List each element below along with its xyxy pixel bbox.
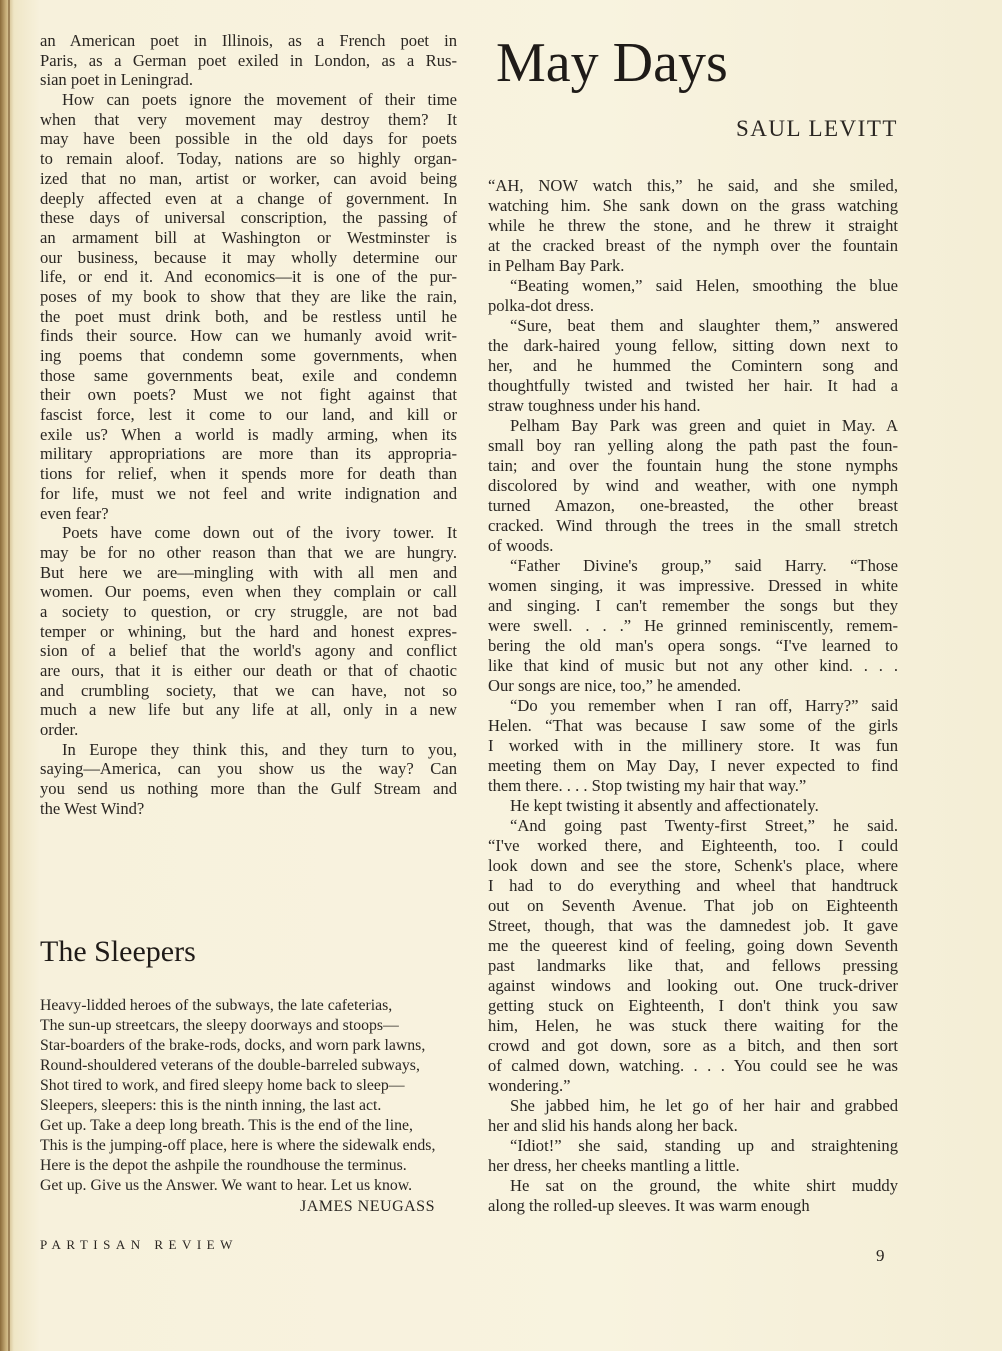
text-line: I worked with in the millinery store. It was fun [488, 736, 898, 755]
text-line: small boy ran yelling along the path past the foun- [488, 436, 898, 455]
text-line: these days of universal conscription, the passing of [40, 208, 457, 228]
poem-line: This is the jumping-off place, here is where the sidewalk ends, [40, 1137, 436, 1154]
text-line: He kept twisting it absently and affectionately. [510, 796, 819, 815]
poem-line: Shot tired to work, and fired sleepy home back to sleep— [40, 1077, 405, 1094]
essay-column [40, 31, 457, 819]
text-line: “AH, NOW watch this,” he said, and she smiled, [488, 176, 898, 195]
text-line: discolored by wind and weather, with one nymph [488, 476, 898, 495]
text-line: military appropriations are more than its appropria- [40, 444, 457, 464]
poem-line: Get up. Take a deep long breath. This is the end of the line, [40, 1117, 413, 1134]
text-line: He sat on the ground, the white shirt muddy [510, 1176, 898, 1195]
text-line: her, and he hummed the Comintern song and [488, 356, 898, 375]
text-line: ing poems that condemn some governments, when [40, 346, 457, 365]
text-line: cracked. Wind through the trees in the small stretch [488, 516, 898, 535]
text-line: while he threw the stone, and he threw it straight [488, 216, 898, 235]
text-line: getting stuck on Eighteenth, I don't think you saw [488, 996, 898, 1015]
text-line: Helen. “That was because I saw some of the girls [488, 716, 898, 735]
poem-line: Here is the depot the ashpile the roundhouse the terminus. [40, 1157, 407, 1174]
text-line: tions for relief, when it spends more for death than [40, 464, 457, 484]
text-line: Street, though, that was the damnedest job. It gave [488, 916, 898, 935]
text-line: out on Seventh Avenue. That job on Eighteenth [488, 896, 898, 915]
text-line: turned Amazon, one-breasted, the other breast [488, 496, 898, 515]
text-line: “Sure, beat them and slaughter them,” answered [510, 316, 898, 335]
text-line: straw toughness under his hand. [488, 396, 701, 415]
text-line: the poet must drink both, and be restless until he [40, 306, 457, 326]
text-line: are ours, that it is either our death or that of chaotic [40, 661, 457, 680]
text-line: exile us? When a world is madly arming, when its [40, 424, 457, 444]
text-line: “Do you remember when I ran off, Harry?” said [510, 696, 898, 715]
text-line: “Idiot!” she said, standing up and straightening [510, 1136, 898, 1155]
poem-line: The sun-up streetcars, the sleepy doorways and stoops— [40, 1017, 399, 1034]
text-line: an American poet in Illinois, as a French poet in [40, 31, 457, 50]
text-line: In Europe they think this, and they turn to you, [62, 739, 457, 759]
text-line: Pelham Bay Park was green and quiet in May. A [510, 416, 898, 435]
text-line: look down and see the store, Schenk's place, where [488, 856, 898, 875]
text-line: the West Wind? [40, 798, 145, 818]
text-line: you send us nothing more than the Gulf Stream and [40, 779, 457, 799]
poem-line: Round-shouldered veterans of the double-barreled subways, [40, 1057, 420, 1074]
text-line: at the cracked breast of the nymph over the fountain [488, 236, 898, 255]
poem-title: The Sleepers [40, 935, 196, 968]
text-line: deeply affected even at a change of government. In [40, 188, 457, 208]
text-line: sian poet in Leningrad. [40, 70, 193, 90]
text-line: in Pelham Bay Park. [488, 256, 625, 275]
poem-line: Get up. Give us the Answer. We want to hear. Let us know. [40, 1177, 413, 1194]
text-line: and crumbling society, that we can have, not so [40, 680, 457, 700]
page-number: 9 [876, 1246, 885, 1265]
text-line: like that kind of music but not any other kind. . . . [488, 656, 898, 675]
text-line: I had to do everything and wheel that handtruck [488, 876, 898, 895]
text-line: “And going past Twenty-first Street,” he said. [510, 816, 898, 835]
text-line: ized that no man, artist or worker, can avoid being [40, 168, 457, 188]
poem-line: Sleepers, sleepers: this is the ninth inning, the last act. [40, 1097, 382, 1114]
poem-line: Heavy-lidded heroes of the subways, the late cafeterias, [40, 997, 393, 1014]
text-line: when that very movement may destroy them? It [40, 109, 457, 129]
text-line: our business, because it may wholly determine our [40, 247, 457, 267]
text-line: along the rolled-up sleeves. It was warm enough [488, 1196, 810, 1215]
text-line: watching him. She sank down on the grass watching [488, 196, 898, 215]
text-line: past landmarks like that, and fellows pressing [488, 956, 898, 975]
text-line: finds their source. How can we humanly avoid writ- [40, 326, 457, 346]
text-line: much a new life but any life at all, only in a new [40, 700, 457, 720]
text-line: life, or end it. And economics—it is one of the pur- [40, 267, 457, 287]
text-line: those same governments beat, exile and condemn [40, 365, 457, 385]
text-line: their own poets? Must we not fight against that [40, 385, 457, 405]
poem-line: Star-boarders of the brake-rods, docks, and worn park lawns, [40, 1037, 426, 1054]
text-line: to remain aloof. Today, nations are so highly organ- [40, 149, 457, 169]
text-line: even fear? [40, 503, 109, 523]
text-line: him, Helen, he was stuck there waiting for the [488, 1016, 898, 1035]
text-line: against windows and looking out. One truck-driver [488, 976, 898, 995]
story-author: SAUL LEVITT [736, 116, 898, 141]
text-line: her and slid his hands along her back. [488, 1116, 738, 1135]
text-line: crowd and got down, sore as a bitch, and then sort [488, 1036, 898, 1055]
text-line: women singing, it was impressive. Dressed in white [488, 576, 898, 595]
text-line: thoughtfully twisted and twisted her hair. It had a [488, 376, 898, 395]
text-line: fascist force, lest it come to our land, and kill or [40, 405, 457, 425]
text-line: order. [40, 720, 79, 740]
text-line: How can poets ignore the movement of their time [62, 90, 457, 110]
story-title: May Days [496, 32, 728, 94]
text-line: But here we are—mingling with with all men and [40, 562, 457, 582]
text-line: “Father Divine's group,” said Harry. “Those [510, 556, 898, 575]
text-line: Paris, as a German poet exiled in London, as a Rus- [40, 50, 457, 70]
text-line: tain; and over the fountain hung the stone nymphs [488, 456, 898, 475]
text-line: temper or whining, but the hard and honest expres- [40, 621, 457, 641]
text-line: them there. . . . Stop twisting my hair that way.” [488, 776, 807, 795]
text-line: bering the old man's opera songs. “I've learned to [488, 636, 898, 655]
text-line: me the queerest kind of feeling, going down Seventh [488, 936, 898, 955]
poem-body [40, 996, 445, 1196]
text-line: Our songs are nice, too,” he amended. [488, 676, 741, 695]
text-line: “I've worked there, and Eighteenth, too. I could [488, 836, 898, 855]
text-line: were swell. . . .” He grinned reminiscently, remem- [488, 616, 898, 635]
text-line: Poets have come down out of the ivory tower. It [62, 523, 457, 543]
text-line: “Beating women,” said Helen, smoothing the blue [510, 276, 898, 295]
poem-author: JAMES NEUGASS [300, 1198, 435, 1215]
magazine-name-footer: PARTISAN REVIEW [40, 1237, 238, 1252]
text-line: and singing. I can't remember the songs but they [488, 596, 898, 615]
binding-edge [8, 0, 10, 1351]
text-line: wondering.” [488, 1076, 571, 1095]
text-line: sion of a belief that the world's agony and conflict [40, 641, 457, 661]
text-line: women. Our poems, even when they complain or call [40, 582, 457, 602]
text-line: the dark-haired young fellow, sitting down next to [488, 336, 898, 355]
text-line: saying—America, can you show us the way? Can [40, 759, 457, 779]
text-line: her dress, her cheeks mantling a little. [488, 1156, 740, 1175]
text-line: polka-dot dress. [488, 296, 594, 315]
text-line: meeting them on May Day, I never expected to find [488, 756, 898, 775]
text-line: a society to question, or cry struggle, are not bad [40, 601, 457, 621]
text-line: for life, must we not feel and write indignation and [40, 483, 457, 503]
story-column [488, 176, 898, 1216]
text-line: may be for no other reason than that we are hungry. [40, 542, 457, 562]
text-line: may have been possible in the old days for poets [40, 129, 457, 149]
text-line: of calmed down, watching. . . . You could see he was [488, 1056, 898, 1075]
text-line: She jabbed him, he let go of her hair and grabbed [510, 1096, 898, 1115]
text-line: poses of my book to show that they are like the rain, [40, 286, 457, 306]
text-line: of woods. [488, 536, 554, 555]
text-line: an armament bill at Washington or Westminster is [40, 227, 457, 247]
